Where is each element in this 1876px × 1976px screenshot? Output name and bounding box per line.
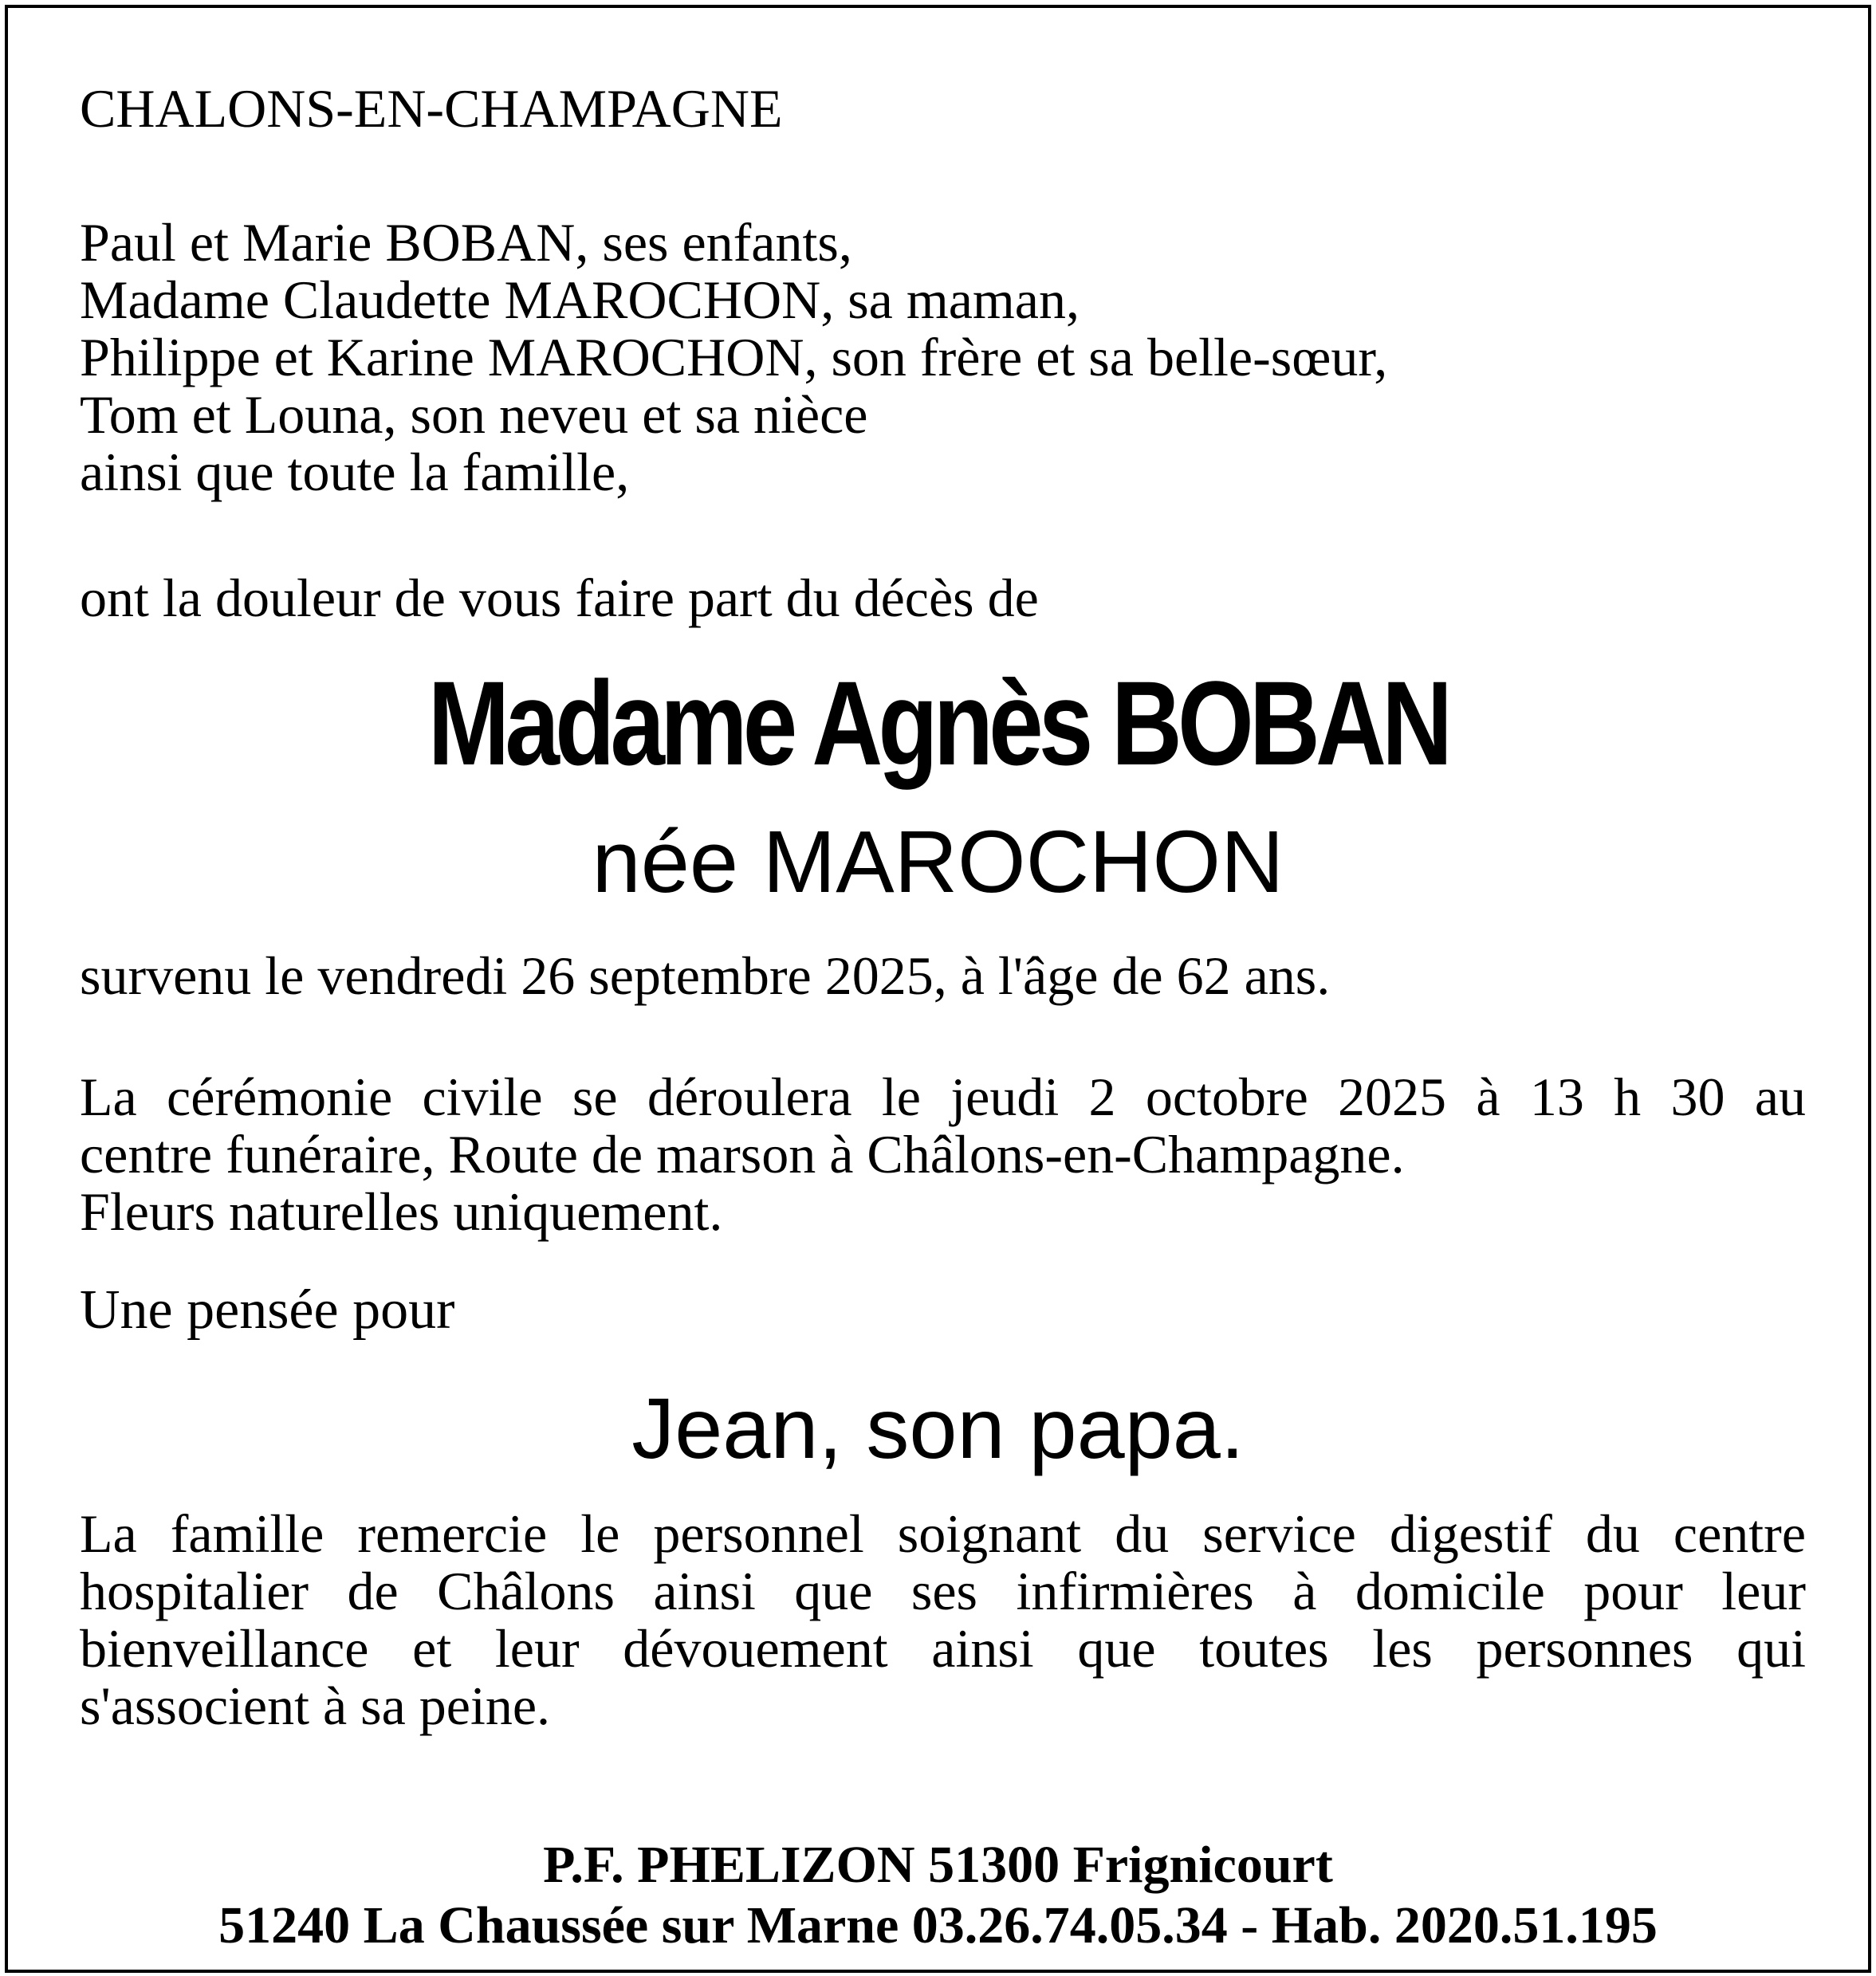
thanks-paragraph xyxy=(80,1505,1806,1734)
ceremony-line: Fleurs naturelles uniquement. xyxy=(80,1181,723,1242)
ceremony-details xyxy=(80,1068,1806,1240)
deceased-name: Madame Agnès BOBAN xyxy=(427,656,1449,790)
family-line: ainsi que toute la famille, xyxy=(80,442,630,502)
funeral-home-line-2: 51240 La Chaussée sur Marne 03.26.74.05.34 - Hab. 2020.51.195 xyxy=(218,1896,1658,1954)
location-heading: CHALONS-EN-CHAMPAGNE xyxy=(80,78,783,139)
family-line: Tom et Louna, son neveu et sa nièce xyxy=(80,384,868,445)
thought-intro: Une pensée pour xyxy=(80,1279,455,1341)
family-list xyxy=(80,214,1387,501)
obituary-notice xyxy=(5,5,1871,1973)
family-line: Philippe et Karine MAROCHON, son frère et sa belle-sœur, xyxy=(80,327,1388,387)
ceremony-line: centre funéraire, Route de marson à Châlons-en-Champagne. xyxy=(80,1124,1405,1184)
funeral-home-line-1: P.F. PHELIZON 51300 Frignicourt xyxy=(543,1836,1333,1894)
thanks-line: hospitalier de Châlons ainsi que ses infirmières à domicile pour leur xyxy=(80,1561,1806,1621)
ceremony-line: La cérémonie civile se déroulera le jeudi 2 octobre 2025 à 13 h 30 au xyxy=(80,1067,1806,1127)
thanks-line: La famille remercie le personnel soignant du service digestif du centre xyxy=(80,1503,1806,1564)
family-line: Madame Claudette MAROCHON, sa maman, xyxy=(80,269,1080,330)
thanks-line: s'associent à sa peine. xyxy=(80,1675,551,1736)
death-date-text: survenu le vendredi 26 septembre 2025, à l'âge de 62 ans. xyxy=(80,945,1331,1006)
thought-name: Jean, son papa. xyxy=(631,1380,1245,1476)
family-line: Paul et Marie BOBAN, ses enfants, xyxy=(80,212,852,273)
thanks-line: bienveillance et leur dévouement ainsi que toutes les personnes qui xyxy=(80,1618,1806,1679)
maiden-name: née MAROCHON xyxy=(592,813,1284,911)
announcement-text: ont la douleur de vous faire part du décès de xyxy=(80,568,1039,628)
